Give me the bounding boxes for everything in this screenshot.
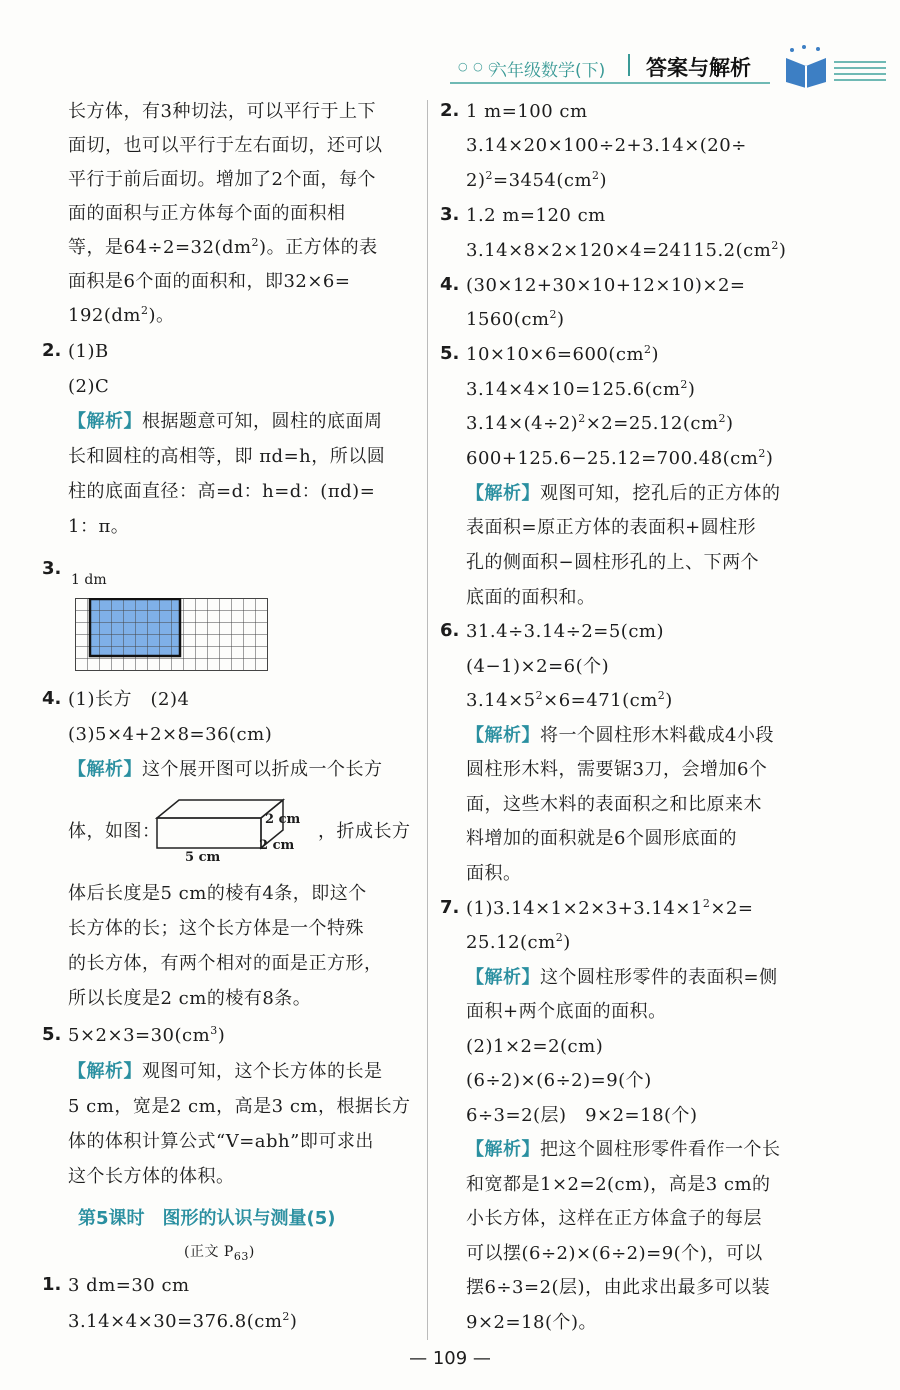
question-number: 2.	[440, 100, 460, 121]
explanation-line: 面积+两个底面的面积。	[466, 1001, 667, 1022]
explanation-line: 1：π。	[68, 516, 130, 537]
lesson-heading: 第5课时 图形的认识与测量(5)	[78, 1208, 336, 1229]
answer-line: (30×12+30×10+12×10)×2=	[466, 275, 746, 296]
explanation-line: 料增加的面积就是6个圆形底面的	[466, 828, 737, 849]
answer-line: $25.12(cm^2)$	[466, 931, 571, 953]
answer-line: (2)1×2=2(cm)	[466, 1036, 604, 1057]
explanation-line: 【解析】根据题意可知，圆柱的底面周	[68, 411, 383, 432]
explanation-line: 【解析】观图可知，挖孔后的正方体的	[466, 483, 781, 504]
answer-line: (2)C	[68, 376, 110, 397]
explanation-line: 【解析】把这个圆柱形零件看作一个长	[466, 1139, 781, 1160]
question-number: 4.	[42, 688, 62, 709]
text-line: 面的面积与正方体每个面的面积相	[68, 203, 346, 224]
column-divider	[427, 100, 428, 1340]
answer-line: 6÷3=2(层) 9×2=18(个)	[466, 1105, 698, 1126]
answer-line: (4−1)×2=6(个)	[466, 656, 610, 677]
explanation-line: 【解析】这个展开图可以折成一个长方	[68, 759, 383, 780]
header-section: 答案与解析	[646, 56, 751, 80]
explanation-line: 柱的底面直径：高=d：h=d：(πd)=	[68, 481, 376, 502]
header-grade: 六年级数学(下)	[490, 61, 606, 81]
question-number: 4.	[440, 274, 460, 295]
page-number: — 109 —	[409, 1348, 491, 1369]
question-number: 1.	[42, 1274, 62, 1295]
question-number: 2.	[42, 340, 62, 361]
cuboid-width-label: 2 cm	[265, 812, 301, 827]
answer-line: 31.4÷3.14÷2=5(cm)	[466, 621, 665, 642]
cuboid-figure	[155, 798, 305, 865]
text-line: 面积是6个面的面积和，即32×6=	[68, 271, 351, 292]
explanation-line: 圆柱形木料，需要锯3刀，会增加6个	[466, 759, 768, 780]
answer-line: $3.14\times 8\times 2\times 120\times 4=24115.2(cm^2)$	[466, 239, 787, 261]
answer-line: (1)长方 (2)4	[68, 689, 190, 710]
explanation-line: 【解析】将一个圆柱形木料截成4小段	[466, 725, 774, 746]
explanation-line: 9×2=18(个)。	[466, 1312, 598, 1333]
explanation-line: 小长方体，这样在正方体盒子的每层	[466, 1208, 762, 1229]
explanation-line: 所以长度是2 cm的棱有8条。	[68, 988, 312, 1009]
explanation-line: 【解析】这个圆柱形零件的表面积=侧	[466, 967, 778, 988]
explanation-line: 长方体的长；这个长方体是一个特殊	[68, 918, 364, 939]
text-line: 面切，也可以平行于左右面切，还可以	[68, 135, 383, 156]
answer-line: $1560(cm^2)$	[466, 308, 565, 330]
decorative-dots: ○ ○ ○	[458, 60, 499, 73]
answer-line: $5\times 2\times 3=30(cm^3)$	[68, 1024, 226, 1046]
text-line: 平行于前后面切。增加了2个面，每个	[68, 169, 376, 190]
explanation-line: 可以摆(6÷2)×(6÷2)=9(个)，可以	[466, 1243, 763, 1264]
grid-scale-label: 1 dm	[71, 572, 107, 588]
answer-line: 1 m=100 cm	[466, 101, 588, 122]
question-number: 5.	[440, 343, 460, 364]
grid-diagram	[75, 598, 271, 674]
answer-line: 3 dm=30 cm	[68, 1275, 190, 1296]
explanation-line: 底面的面积和。	[466, 587, 596, 608]
explanation-line: 长和圆柱的高相等，即 πd=h，所以圆	[68, 446, 386, 467]
explanation-line: 【解析】观图可知，这个长方体的长是	[68, 1061, 383, 1082]
answer-line: 3.14×20×100÷2+3.14×(20÷	[466, 135, 747, 156]
answer-line: $600+125.6-25.12=700.48(cm^2)$	[466, 447, 774, 469]
explanation-line: 5 cm，宽是2 cm，高是3 cm，根据长方	[68, 1096, 411, 1117]
text-line: 等，是$64\div 2=32(dm^2)$。正方体的表	[68, 236, 378, 258]
answer-line: $3.14\times 4\times 10=125.6(cm^2)$	[466, 378, 696, 400]
question-number: 5.	[42, 1024, 62, 1045]
answer-line: $3.14\times(4\div 2)^2\times 2=25.12(cm^2)$	[466, 412, 734, 434]
answer-line: 1.2 m=120 cm	[466, 205, 606, 226]
grid-figure	[71, 572, 271, 678]
answer-line: (1)B	[68, 341, 109, 362]
explanation-line: 摆6÷3=2(层)，由此求出最多可以装	[466, 1277, 771, 1298]
explanation-line: 体后长度是5 cm的棱有4条，即这个	[68, 883, 367, 904]
explanation-line: 面积。	[466, 863, 522, 884]
answer-line: $3.14\times 4\times 30=376.8(cm^2)$	[68, 1310, 298, 1332]
explanation-line: 和宽都是1×2=2(cm)，高是3 cm的	[466, 1174, 771, 1195]
answer-line: $2)^2=3454(cm^2)$	[466, 169, 608, 191]
explanation-line: 面，这些木料的表面积之和比原来木	[466, 794, 762, 815]
text-reference: (正文 $P_{63}$)	[184, 1244, 255, 1263]
cuboid-length-label: 5 cm	[185, 850, 221, 865]
answer-line: $10\times 10\times 6=600(cm^2)$	[466, 343, 660, 365]
answer-line: (6÷2)×(6÷2)=9(个)	[466, 1070, 652, 1091]
question-number: 6.	[440, 620, 460, 641]
header-separator	[628, 54, 630, 76]
text-line: $192(dm^2)$。	[68, 304, 175, 326]
page-header	[440, 44, 890, 88]
header-rule	[450, 82, 770, 84]
text-line: 长方体，有3种切法，可以平行于上下	[68, 101, 376, 122]
question-number: 3.	[440, 204, 460, 225]
explanation-line: 表面积=原正方体的表面积+圆柱形	[466, 517, 757, 538]
explanation-line: ，折成长方	[318, 821, 411, 842]
explanation-line: 孔的侧面积−圆柱形孔的上、下两个	[466, 552, 760, 573]
answer-line: (3)5×4+2×8=36(cm)	[68, 724, 273, 745]
answer-line: $(1)3.14\times 1\times 2\times 3+3.14\times 1^2\times 2=$	[466, 897, 754, 919]
explanation-line: 体的体积计算公式“V=abh”即可求出	[68, 1131, 374, 1152]
book-logo-icon	[778, 44, 888, 88]
answer-line: $3.14\times 5^2\times 6=471(cm^2)$	[466, 689, 673, 711]
explanation-line: 的长方体，有两个相对的面是正方形，	[68, 953, 383, 974]
explanation-line: 体，如图：	[68, 821, 161, 842]
cuboid-height-label: 2 cm	[259, 838, 295, 853]
question-number: 3.	[42, 558, 62, 579]
explanation-line: 这个长方体的体积。	[68, 1166, 235, 1187]
question-number: 7.	[440, 897, 460, 918]
